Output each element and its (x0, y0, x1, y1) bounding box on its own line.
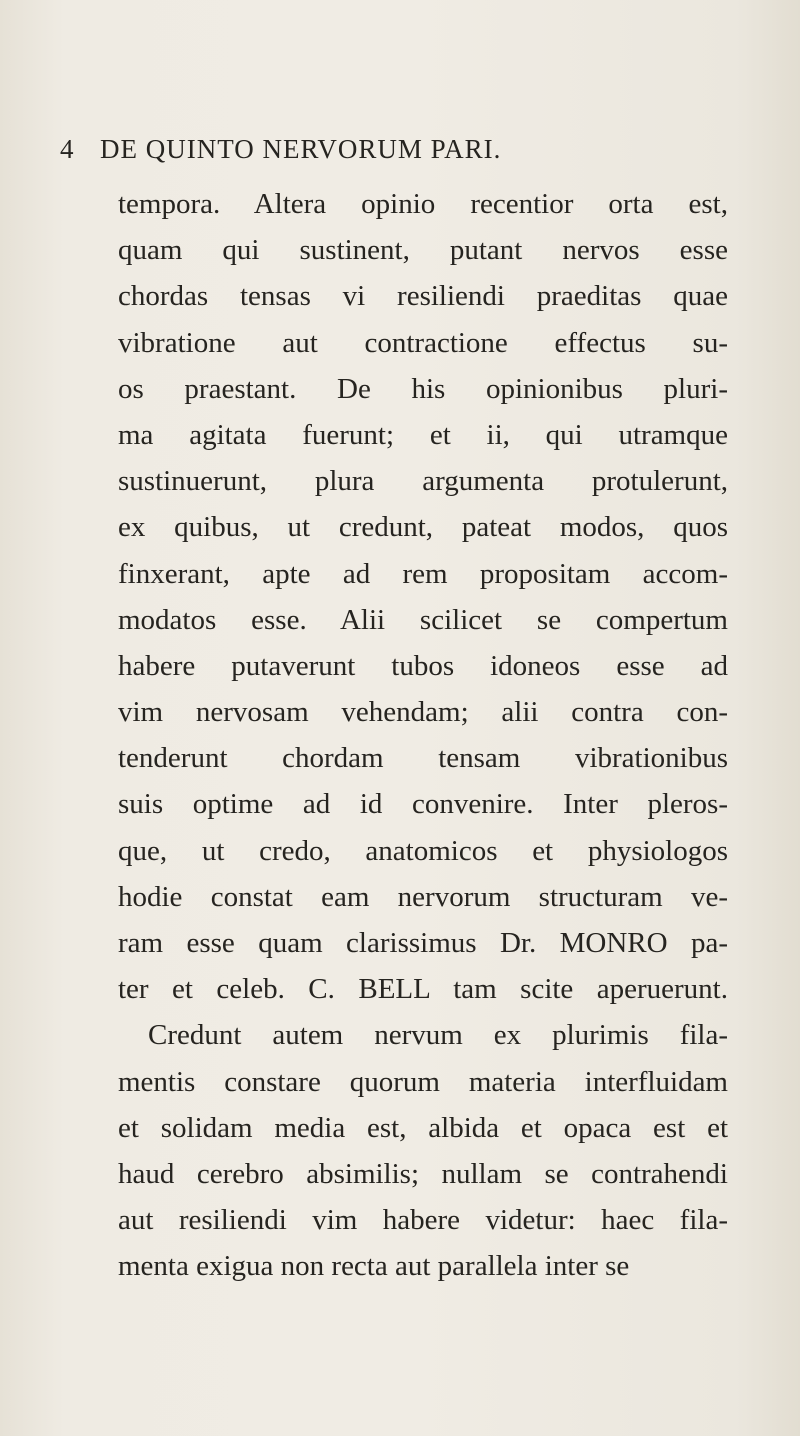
body-text (118, 181, 728, 1290)
running-head (60, 134, 680, 174)
text-line: ter et celeb. C. BELL tam scite aperuerunt. (118, 973, 728, 1006)
text-line: habere putaverunt tubos idoneos esse ad (118, 649, 728, 682)
text-line: tenderunt chordam tensam vibrationibus (118, 742, 728, 775)
text-line: sustinuerunt, plura argumenta protulerunt, (118, 465, 728, 498)
text-line: haud cerebro absimilis; nullam se contrahendi (118, 1157, 728, 1190)
text-line: aut resiliendi vim habere videtur: haec fila- (118, 1204, 728, 1237)
text-line: vim nervosam vehendam; alii contra con- (118, 696, 728, 729)
text-line: hodie constat eam nervorum structuram ve- (118, 880, 728, 913)
text-line: et solidam media est, albida et opaca est et (118, 1111, 728, 1144)
running-head-title: DE QUINTO NERVORUM PARI. (100, 134, 502, 164)
text-line: mentis constare quorum materia interfluidam (118, 1065, 728, 1098)
text-line: quam qui sustinent, putant nervos esse (118, 234, 728, 267)
text-line: que, ut credo, anatomicos et physiologos (118, 834, 728, 867)
text-line: chordas tensas vi resiliendi praeditas quae (118, 280, 728, 313)
text-line: ram esse quam clarissimus Dr. MONRO pa- (118, 927, 728, 959)
text-line: modatos esse. Alii scilicet se compertum (118, 603, 728, 636)
text-line: vibratione aut contractione effectus su- (118, 326, 728, 359)
text-line: Credunt autem nervum ex plurimis fila- (148, 1019, 728, 1052)
text-line: ma agitata fuerunt; et ii, qui utramque (118, 418, 728, 451)
text-line: os praestant. De his opinionibus pluri- (118, 372, 728, 405)
text-line: ex quibus, ut credunt, pateat modos, quos (118, 511, 728, 544)
text-line: tempora. Altera opinio recentior orta est, (118, 188, 728, 220)
text-line: menta exigua non recta aut parallela inter se (118, 1250, 630, 1283)
text-line: suis optime ad id convenire. Inter pleros- (118, 788, 728, 821)
text-line: finxerant, apte ad rem propositam accom- (118, 557, 728, 590)
page-number: 4 (60, 134, 75, 164)
